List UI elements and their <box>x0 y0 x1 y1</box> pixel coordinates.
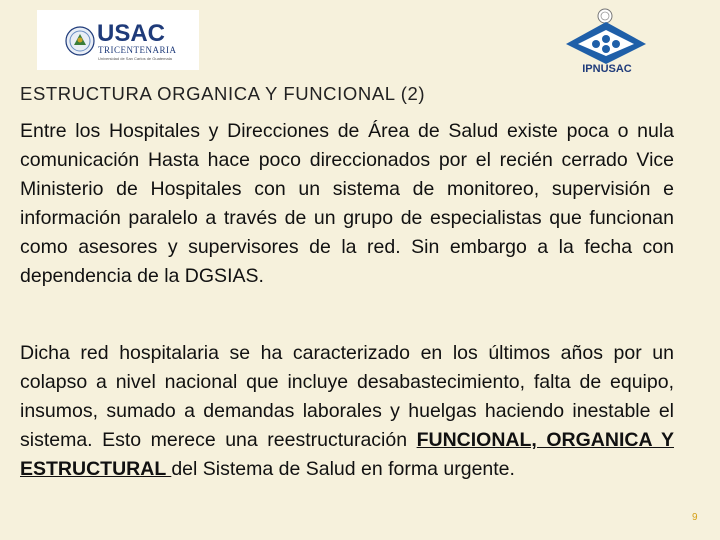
slide-title: ESTRUCTURA ORGANICA Y FUNCIONAL (2) <box>20 83 426 104</box>
usac-subtitle: TRICENTENARIA <box>98 45 177 55</box>
paragraph-2-text: Dicha red hospitalaria se ha caracterizado en los últimos años por un colapso a nivel nacional que incluye desabastecimiento, falta de equipo, insumos, sumado a demandas laborales y huelgas haciendo inestable el sistema. Esto merece una reestructuración <box>20 342 674 451</box>
paragraph-1: Entre los Hospitales y Direcciones de Área de Salud existe poca o nula comunicación Hasta hace poco direccionados por el recién cerrado Vice Ministerio de Hospitales con un sistema de monitoreo, supervisión e información paralelo a través de un grupo de especialistas que funcionan como asesores y supervisores de la red. Sin embargo a la fecha con dependencia de la DGSIAS. <box>20 120 674 287</box>
paragraph-2-emphasis: FUNCIONAL, ORGANICA Y ESTRUCTURAL <box>20 429 674 480</box>
usac-logo <box>37 10 199 70</box>
usac-wordmark: USAC <box>97 20 166 47</box>
page-number: 9 <box>692 512 698 523</box>
usac-tagline: Universidad de San Carlos de Guatemala <box>98 56 172 61</box>
usac-seal-icon <box>65 26 95 56</box>
paragraph-2-end: del Sistema de Salud en forma urgente. <box>171 458 515 480</box>
paragraph-2 <box>20 339 674 484</box>
ipnusac-label: IPNUSAC <box>582 63 632 75</box>
